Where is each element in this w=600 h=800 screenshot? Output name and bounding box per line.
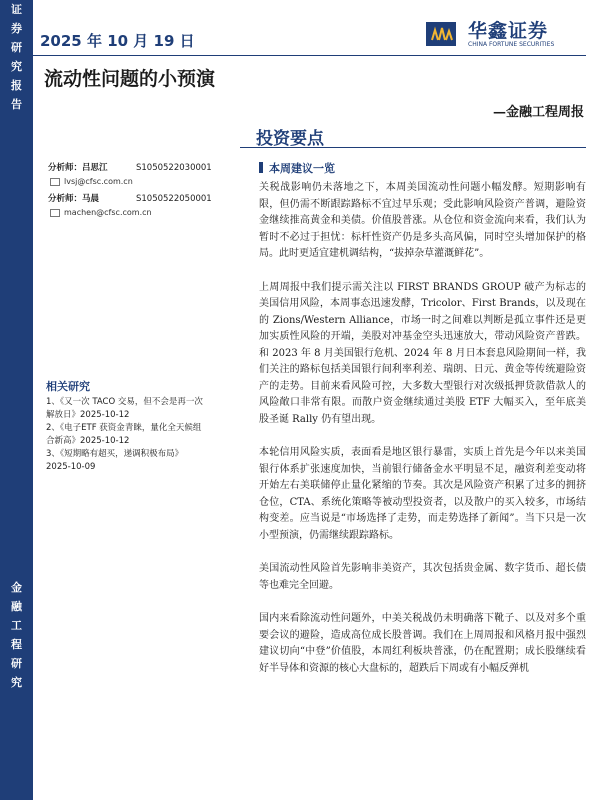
sidebar-char: 究 bbox=[11, 676, 22, 689]
logo-chinese-name: 华鑫证券 bbox=[468, 20, 549, 42]
analyst-2-email[interactable]: machen@cfsc.com.cn bbox=[50, 208, 152, 217]
sidebar-char: 报 bbox=[11, 79, 22, 92]
sidebar-char: 券 bbox=[11, 22, 22, 35]
related-item[interactable]: 2、《电子ETF 获资金青睐，量化全天候组合新高》2025-10-12 bbox=[46, 423, 202, 446]
report-subtitle: —金融工程周报 bbox=[492, 105, 584, 120]
sidebar bbox=[0, 0, 33, 800]
sidebar-bottom-label bbox=[0, 578, 33, 692]
recommendation-body bbox=[259, 180, 586, 694]
sidebar-char: 告 bbox=[11, 98, 22, 111]
sidebar-char: 程 bbox=[11, 638, 22, 651]
section-title: 投资要点 bbox=[256, 129, 324, 149]
logo-mark-icon bbox=[426, 22, 456, 46]
body-paragraph: 关税战影响仍未落地之下，本周美国流动性问题小幅发酵。短期影响有限，但仍需不断跟踪路标不宜过早乐观；受此影响风险资产普调，避险资金继续推高黄金和美债。价值股普涨。从仓位和资金流向来看，我们认为暂时不必过于担忧：标杆性资产仍是多头高风偏，同时空头增加保护的格局。此时更适宜建机调结构，“拔掉杂草灌溉鲜花”。 bbox=[259, 182, 586, 259]
analyst-1 bbox=[48, 161, 212, 173]
analyst-1-cert: S1050522030001 bbox=[136, 163, 212, 173]
related-research-title: 相关研究 bbox=[46, 380, 90, 393]
header-divider bbox=[33, 55, 586, 56]
sidebar-char: 研 bbox=[11, 41, 22, 54]
body-paragraph: 国内来看除流动性问题外，中美关税战仍未明确落下靴子、以及对多个重要会议的避险，造成高位成长股普调。我们在上周周报和风格月报中强烈建议切向“中登”价值股，本周红利板块普涨，仍在配置期；成长股继续看好半导体和资源的核心大盘标的，超跌后下周或有小幅反弹机 bbox=[259, 613, 586, 674]
sidebar-char: 研 bbox=[11, 657, 22, 670]
body-paragraph: 上周周报中我们提示需关注以 FIRST BRANDS GROUP 破产为标志的美国信用风险，本周事态迅速发酵，Tricolor、First Brands，以及现在的 Zions/Western Alliance，市场一时之间难以判断是孤立事件还是更加实质性风险的开端，美股对冲基金空头迅速放大，带动风险资产普跌。和 2023 年 8 月美国银行危机、2024 年 8 月日本套息风险期间一样，我们关注的路标包括美国银行间利率利差、瑞朗、日元、黄金等传统避险资产的走势。目前来看风险可控，大多数大型银行对次级抵押贷款借款人的风险敞口非常有限。而散户资金继续通过美股 ETF 大幅买入，至年底美股圣诞 Rally 仍有望出现。 bbox=[259, 281, 586, 425]
logo-english-name: CHINA FORTUNE SECURITIES bbox=[468, 41, 555, 48]
analyst-1-name: 分析师：吕思江 bbox=[48, 163, 108, 173]
body-paragraph: 美国流动性风险首先影响非美资产，其次包括贵金属、数字货币、超长债等也难完全回避。 bbox=[259, 563, 586, 591]
analyst-1-email[interactable]: lvsj@cfsc.com.cn bbox=[50, 177, 133, 186]
heading-bar-icon bbox=[259, 162, 263, 173]
sidebar-top-label bbox=[0, 0, 33, 114]
report-title: 流动性问题的小预演 bbox=[44, 68, 216, 90]
sidebar-char: 工 bbox=[11, 619, 22, 632]
company-logo bbox=[426, 14, 586, 54]
sidebar-char: 金 bbox=[11, 581, 22, 594]
analyst-2-cert: S1050522050001 bbox=[136, 194, 212, 204]
sidebar-char: 证 bbox=[11, 3, 22, 16]
body-paragraph: 本轮信用风险实质，表面看是地区银行暴雷，实质上首先是今年以来美国银行体系扩张速度加快，当前银行储备金水平明显不足，融资利差变动将开始左右美联储停止量化紧缩的节奏。其次是风险资产积累了过多的拥挤仓位，CTA、系统化策略等被动型投资者，以及散户的买入较多，市场结构变差。应当说是“市场选择了走势，而走势选择了新闻”。当下只是一次小型预演，仍需继续跟踪路标。 bbox=[259, 447, 586, 541]
related-item[interactable]: 3、《短期略有超买，递调积极布局》2025-10-09 bbox=[46, 449, 184, 472]
related-research-list bbox=[46, 396, 204, 474]
mail-icon bbox=[50, 178, 60, 186]
recommendation-heading: 本周建议一览 bbox=[259, 160, 335, 176]
mail-icon bbox=[50, 209, 60, 217]
report-date: 2025 年 10 月 19 日 bbox=[40, 32, 195, 50]
sidebar-char: 究 bbox=[11, 60, 22, 73]
related-item[interactable]: 1、《又一次 TACO 交易，但不会是再一次解放日》2025-10-12 bbox=[46, 397, 203, 420]
analyst-2 bbox=[48, 192, 212, 204]
analyst-2-name: 分析师：马晨 bbox=[48, 194, 100, 204]
sidebar-char: 融 bbox=[11, 600, 22, 613]
